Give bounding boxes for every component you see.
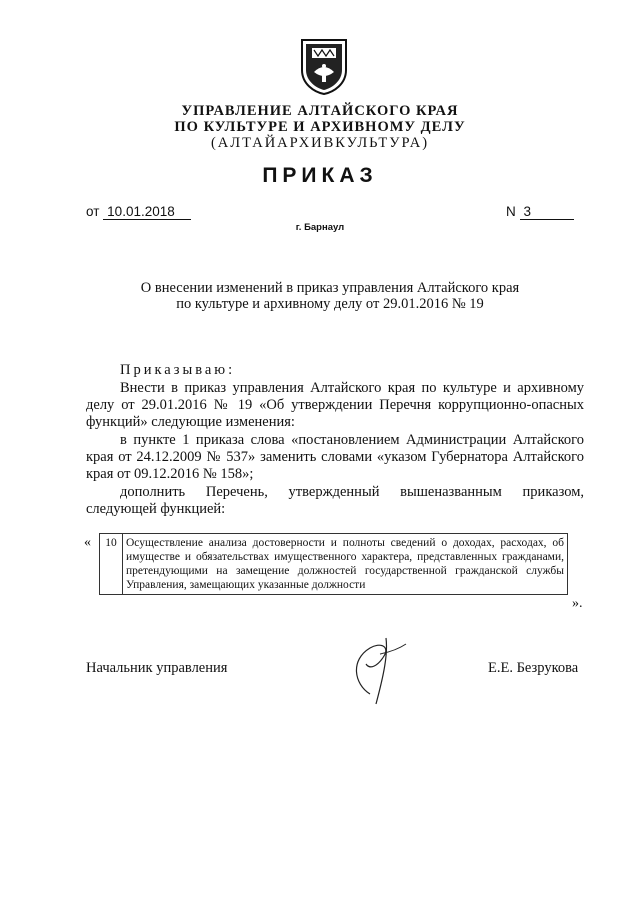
date-value: 10.01.2018 (103, 204, 191, 220)
org-name-line-1: УПРАВЛЕНИЕ АЛТАЙСКОГО КРАЯ (181, 103, 459, 119)
number-value: 3 (520, 204, 574, 220)
number-label: N (506, 204, 516, 219)
close-quote: ». (572, 596, 583, 611)
function-number: 10 (100, 534, 123, 595)
subject-line-1: О внесении изменений в приказ управления Алтайского края (140, 280, 520, 296)
function-text: Осуществление анализа достоверности и полноты сведений о доходах, расходах, об имуществе и обязательствах имущественного характера, представленных гражданами, претендующими на замещение должностей государственной гражданской службы Управления, замещающих указанные должности (123, 534, 568, 595)
document-title: ПРИКАЗ (262, 164, 378, 187)
paragraph-1: Внести в приказ управления Алтайского края по культуре и архивному делу от 29.01.2016 № 19 «Об утверждении Перечня коррупционно-опасных функций» следующие изменения: (86, 380, 584, 430)
org-name-line-2: ПО КУЛЬТУРЕ И АРХИВНОМУ ДЕЛУ (174, 119, 466, 135)
org-name-line-3: (АЛТАЙАРХИВКУЛЬТУРА) (210, 135, 430, 151)
document-subject (80, 280, 580, 312)
signer-name: Е.Е. Безрукова (488, 660, 579, 676)
order-word: Приказываю: (120, 362, 236, 378)
function-table (99, 533, 568, 595)
paragraph-2: в пункте 1 приказа слова «постановлением Администрации Алтайского края от 24.12.2009 № 537» заменить словами «указом Губернатора Алтайского края от 09.12.2016 № 158»; (86, 432, 584, 482)
document-date (86, 204, 191, 220)
table-row (100, 534, 568, 595)
date-label: от (86, 204, 100, 219)
subject-line-2: по культуре и архивному делу от 29.01.2016 № 19 (176, 296, 484, 312)
paragraph-3: дополнить Перечень, утвержденный вышеназванным приказом, следующей функцией: (86, 484, 584, 517)
signer-position: Начальник управления (86, 660, 228, 676)
open-quote: « (84, 535, 91, 550)
handwritten-signature (340, 634, 418, 706)
city: г. Барнаул (295, 222, 345, 233)
coat-of-arms-icon (298, 36, 350, 96)
document-number (506, 204, 574, 220)
